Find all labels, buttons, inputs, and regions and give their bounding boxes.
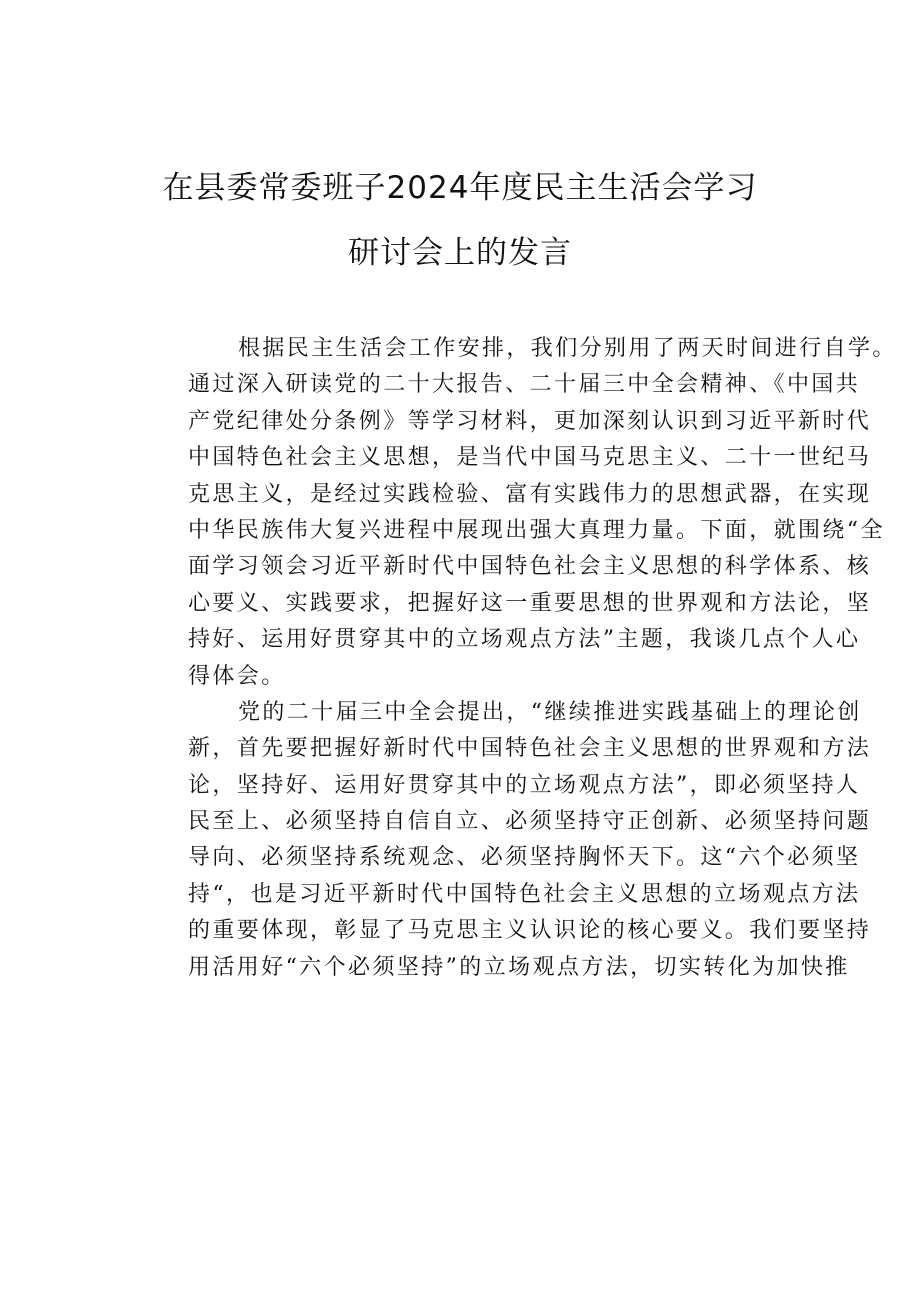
text-line: 得体会。	[188, 663, 286, 689]
text-line: 新，首先要把握好新时代中国特色社会主义思想的世界观和方法	[188, 736, 872, 762]
text-line: 党的二十届三中全会提出，“继续推进实践基础上的理论创	[238, 699, 862, 725]
text-line: 克思主义，是经过实践检验、富有实践伟力的思想武器，在实现	[188, 481, 872, 507]
text-line: 中华民族伟大复兴进程中展现出强大真理力量。下面，就围绕“全	[188, 517, 885, 543]
text-line: 面学习领会习近平新时代中国特色社会主义思想的科学体系、核	[188, 554, 872, 580]
text-line: 持好、运用好贯穿其中的立场观点方法”主题，我谈几点个人心	[188, 627, 861, 653]
text-line: 根据民主生活会工作安排，我们分别用了两天时间进行自学。	[238, 336, 897, 361]
text-line: 用活用好“六个必须坚持”的立场观点方法，切实转化为加快推	[188, 954, 850, 980]
paragraph-2	[138, 695, 872, 986]
text-line: 民至上、必须坚持自信自立、必须坚持守正创新、必须坚持问题	[188, 809, 872, 835]
text-line: 中国特色社会主义思想，是当代中国马克思主义、二十一世纪马	[188, 445, 872, 471]
text-line: 心要义、实践要求，把握好这一重要思想的世界观和方法论，坚	[188, 590, 872, 616]
document-title-line-2: 研讨会上的发言	[348, 235, 572, 271]
text-line: 的重要体现，彰显了马克思主义认识论的核心要义。我们要坚持	[188, 918, 872, 944]
text-line: 持“，也是习近平新时代中国特色社会主义思想的立场观点方法	[188, 881, 861, 907]
text-line: 论，坚持好、运用好贯穿其中的立场观点方法”，即必须坚持人	[188, 772, 861, 798]
paragraph-1	[138, 331, 897, 695]
text-line: 产党纪律处分条例》等学习材料，更加深刻认识到习近平新时代	[188, 408, 872, 434]
document-title-line-1: 在县委常委班子2024年度民主生活会学习	[162, 170, 758, 206]
text-line: 通过深入研读党的二十大报告、二十届三中全会精神、《中国共	[188, 372, 861, 398]
text-line: 导向、必须坚持系统观念、必须坚持胸怀天下。这“六个必须坚	[188, 845, 861, 871]
document-body	[138, 331, 897, 986]
